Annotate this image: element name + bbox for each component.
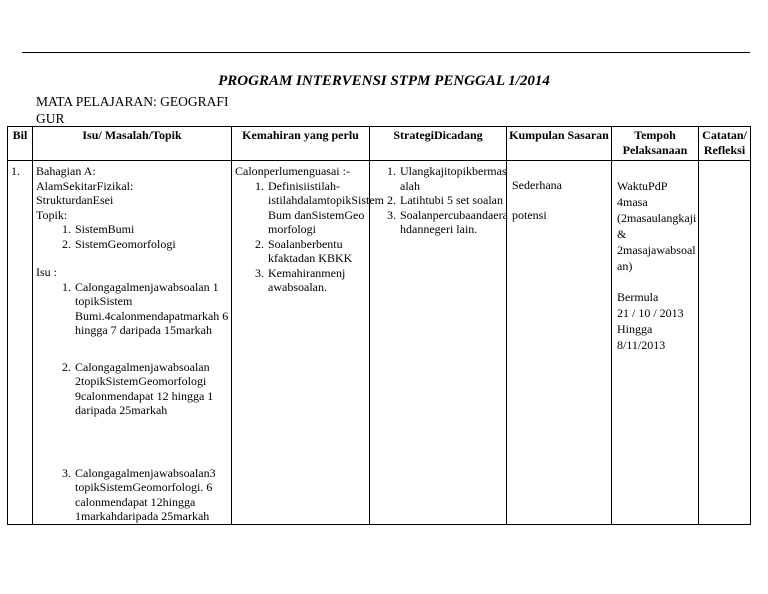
strategi-list xyxy=(373,164,508,237)
section-label: Bahagian A: xyxy=(36,164,96,178)
list-item: 3. Kemahiranmenj awabsoalan. xyxy=(267,266,367,295)
kumpulan-line-2: potensi xyxy=(512,207,547,222)
top-rule xyxy=(22,52,750,53)
list-item: 3. Soalanpercubaandaera hdannegeri lain. xyxy=(399,208,504,237)
tempoh-line: 4masa xyxy=(617,195,648,209)
list-item: 1. Definisiistilah-istilahdalamtopikSistem Bum danSistemGeo morfologi xyxy=(267,179,367,237)
kemahiran-list xyxy=(235,178,384,295)
tempoh-line: & xyxy=(617,227,627,241)
header-strategi: StrategiDicadang xyxy=(370,127,507,161)
tempoh-line: Hingga xyxy=(617,322,653,336)
tempoh-line: (2masaulangkaji xyxy=(617,211,697,225)
list-item: 1. Calongagalmenjawabsoalan 1 topikSistem Bumi.4calonmendapatmarkah 6 hingga 7 daripada 15markah xyxy=(74,280,229,338)
topik-label: Topik: xyxy=(36,207,68,222)
list-item: 2. Latihtubi 5 set soalan xyxy=(399,193,504,208)
list-item: 1. SistemBumi xyxy=(74,222,229,237)
tempoh-line: 8/11/2013 xyxy=(617,338,666,352)
tempoh-line: 2masajawabsoal xyxy=(617,243,696,257)
cell-tempoh xyxy=(612,161,699,525)
table-row xyxy=(8,161,751,525)
header-catatan: Catatan/ Refleksi xyxy=(699,127,751,161)
topic-list xyxy=(36,222,229,251)
header-kumpulan: Kumpulan Sasaran xyxy=(507,127,612,161)
section-label-3: StrukturdanEsei xyxy=(36,193,114,207)
cell-bil: 1. xyxy=(8,161,33,525)
cell-catatan xyxy=(699,161,751,525)
tempoh-line: Bermula xyxy=(617,290,659,304)
document-title: PROGRAM INTERVENSI STPM PENGGAL 1/2014 xyxy=(218,73,550,89)
header-row xyxy=(8,127,751,161)
list-item: 2. SistemGeomorfologi xyxy=(74,237,229,252)
subject-line: MATA PELAJARAN: GEOGRAFI xyxy=(36,94,229,109)
kemahiran-intro: Calonperlumenguasai :- xyxy=(235,164,350,178)
intervention-table xyxy=(7,126,751,525)
cell-strategi xyxy=(370,161,507,525)
list-item: 2. Calongagalmenjawabsoalan 2topikSistemGeomorfologi 9calonmendapat 12 hingga 1 daripada 25markah xyxy=(74,360,229,418)
header-kemahiran: Kemahiran yang perlu xyxy=(232,127,370,161)
list-item: 1. Ulangkajitopikbermas alah xyxy=(399,164,504,193)
tempoh-line: WaktuPdP xyxy=(617,179,668,193)
cell-isu xyxy=(33,161,232,525)
header-isu: Isu/ Masalah/Topik xyxy=(33,127,232,161)
header-bil: Bil xyxy=(8,127,33,161)
kumpulan-line-1: Sederhana xyxy=(512,178,562,192)
isu-label: Isu : xyxy=(36,265,57,279)
section-label-2: AlamSekitarFizikal: xyxy=(36,178,134,193)
list-item: 3. Calongagalmenjawabsoalan3 topikSistemGeomorfologi. 6 calonmendapat 12hingga 1markahdaripada 25markah xyxy=(74,466,229,524)
header-tempoh: Tempoh Pelaksanaan xyxy=(612,127,699,161)
teacher-line: GUR xyxy=(36,111,65,126)
cell-kumpulan xyxy=(507,161,612,525)
list-item: 2. Soalanberbentu kfaktadan KBKK xyxy=(267,237,367,266)
issue-list xyxy=(36,280,229,524)
cell-kemahiran xyxy=(232,161,384,525)
tempoh-line: 21 / 10 / 2013 xyxy=(617,306,684,320)
tempoh-line: an) xyxy=(617,259,633,273)
